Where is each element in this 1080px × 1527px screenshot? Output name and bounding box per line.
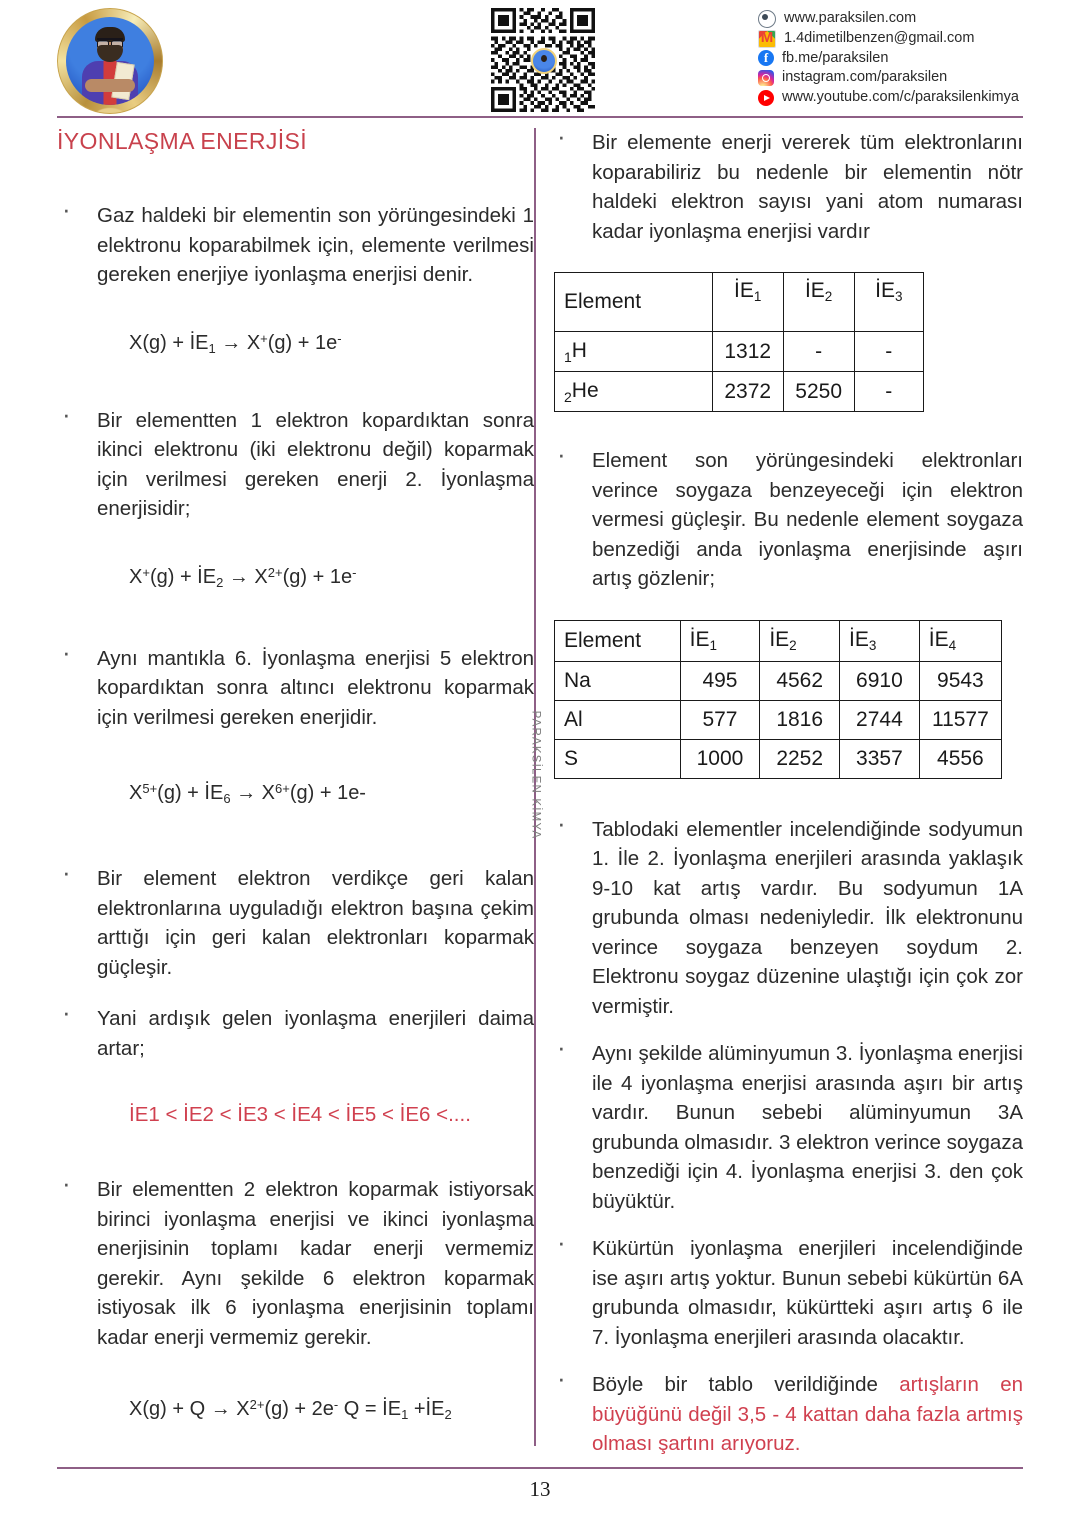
- equation-1: [57, 326, 534, 362]
- table2-row3-element: S: [555, 739, 681, 778]
- table2-row1-ie1: 495: [680, 661, 760, 700]
- table2-row1-element: Na: [555, 661, 681, 700]
- facebook-icon: [758, 50, 774, 66]
- footer-divider: [57, 1467, 1023, 1469]
- right-bullet-list-3: [552, 815, 1023, 1022]
- page-number: 13: [529, 1477, 551, 1501]
- note-highlight-text: artışların en büyüğünü değil 3,5 - 4 kattan daha fazla artmış olması şartını arıyoruz.: [592, 1373, 1023, 1455]
- equation-2-sub1: 2: [216, 574, 224, 590]
- table1-row1-ie3: -: [854, 332, 923, 372]
- equation-3-sup0: 5+: [142, 781, 158, 796]
- table1-row2-element: [555, 372, 713, 412]
- contact-website-text: www.paraksilen.com: [784, 10, 917, 26]
- right-bullet-list-4: [552, 1039, 1023, 1216]
- equation-1-sub1: 1: [208, 340, 216, 356]
- table2-header-ie3: $İE_3$: [840, 620, 920, 661]
- equation-4-part-b: (g) + 2e: [264, 1398, 334, 1420]
- qr-code-icon: [487, 8, 599, 112]
- equation-2-part-b: (g) + 1e: [282, 565, 353, 588]
- equation-4: [57, 1392, 534, 1428]
- table-row: [555, 332, 924, 372]
- equation-2-sup0: +: [142, 564, 150, 580]
- equation-3-part-b: (g) + 1e-: [289, 782, 366, 804]
- equation-4-sup1: 2+: [249, 1397, 265, 1412]
- equation-4-sub1: 1: [401, 1407, 409, 1422]
- table2-header-ie2-sub: 2: [789, 638, 797, 653]
- equation-2-part-a2: (g) + İE: [149, 565, 217, 588]
- gmail-icon: [758, 30, 776, 48]
- equation-1-sup2: -: [337, 330, 342, 346]
- contact-list: [758, 9, 1019, 108]
- left-bullet-list-2: [57, 406, 534, 524]
- contact-email[interactable]: [758, 29, 1019, 49]
- table2-row3-ie3: 3357: [840, 739, 920, 778]
- page-title: İYONLAŞMA ENERJİSİ: [57, 128, 308, 154]
- list-item: · Element son yörüngesindeki elektronları verince soygaza benzeyeceği için elektron vermesi güçleşir. Bu nedenle element soygaza benzediği anda iyonlaşma enerjisinde aşırı artış gözlenir;: [552, 446, 1023, 594]
- table2-row2-ie2: 1816: [760, 700, 840, 739]
- table1-row2-ie3: -: [854, 372, 923, 412]
- youtube-icon: [758, 90, 774, 106]
- equation-1-part-a: X(g) + İE: [129, 331, 209, 354]
- contact-facebook-text: fb.me/paraksilen: [782, 49, 889, 66]
- table1-header-ie1: $İE_1$: [712, 273, 783, 332]
- list-item: · Bir element elektron verdikçe geri kalan elektronlarına uyguladığı elektron başına çekim arttığı için geri kalan elektronları koparmak güçleşir.: [57, 864, 534, 982]
- table2-header-ie3-sub: 3: [868, 638, 877, 653]
- table1-row2-ie2: 5250: [783, 372, 854, 412]
- list-item: · Gaz haldeki bir elementin son yörüngesindeki 1 elektronu koparabilmek için, elemente verilmesi gereken enerjiye iyonlaşma enerjisi denir.: [57, 201, 534, 290]
- list-item: · Tablodaki elementler incelendiğinde sodyumun 1. İle 2. İyonlaşma enerjileri arasında yaklaşık 9-10 kat artış vardır. Bu sodyumun 1A grubunda olması nedeniyledir. İlk elektronunu verince soygaza benzeyen soydum 2. Elektronu soygaz düzenine ulaştığı için çok zor vermiştir.: [552, 815, 1023, 1022]
- left-bullet-list: [57, 201, 534, 290]
- avatar-photo: [66, 17, 154, 105]
- table1-header-ie3-sub: 3: [894, 289, 903, 304]
- watermark-text: PARAKSİLEN KİMYA: [529, 710, 542, 840]
- equation-3: [57, 776, 534, 812]
- globe-icon: [758, 10, 776, 28]
- equation-3-sub1: 6: [223, 791, 231, 806]
- table-header-row: [555, 620, 1002, 661]
- equation-1-arrow: → X: [215, 331, 261, 354]
- equation-4-part-d: +İE: [408, 1398, 445, 1420]
- table2-row3-ie2: 2252: [760, 739, 840, 778]
- table2-header-ie4-sub: 4: [948, 638, 957, 653]
- table1-row1-element: [555, 332, 713, 372]
- table1-row1-ie1: 1312: [712, 332, 783, 372]
- equation-red-sequence: İE1 < İE2 < İE3 < İE4 < İE5 < İE6 <....: [129, 1103, 471, 1126]
- table-row: [555, 372, 924, 412]
- page-header: [0, 0, 1080, 118]
- avatar-arms: [85, 79, 135, 92]
- equation-2-sup2: -: [352, 564, 357, 580]
- left-column: [57, 128, 534, 1428]
- contact-instagram[interactable]: [758, 68, 1019, 88]
- equation-3-sup1: 6+: [275, 781, 290, 796]
- avatar: [57, 8, 163, 114]
- equation-2-part-a: X: [129, 565, 143, 588]
- table-row: [555, 739, 1002, 778]
- contact-youtube[interactable]: [758, 88, 1019, 108]
- table2-header-element: Element: [555, 620, 681, 661]
- left-bullet-list-6: [57, 1175, 534, 1352]
- contact-website[interactable]: [758, 9, 1019, 29]
- left-bullet-list-5: [57, 1004, 534, 1063]
- list-item: [552, 1370, 1023, 1459]
- contact-facebook[interactable]: [758, 49, 1019, 69]
- right-bullet-list-6: [552, 1370, 1023, 1459]
- list-item: · Yani ardışık gelen iyonlaşma enerjileri daima artar;: [57, 1004, 534, 1063]
- table1-header-ie1-sub: 1: [753, 289, 762, 304]
- list-item: · Bir elemente enerji vererek tüm elektronlarını koparabiliriz bu nedenle bir elementin nötr haldeki elektron sayısı yani atom numarası kadar iyonlaşma enerjisi vardır: [552, 128, 1023, 246]
- contact-email-text: 1.4dimetilbenzen@gmail.com: [784, 29, 975, 46]
- header-divider: [57, 116, 1023, 118]
- equation-3-part-a: X: [129, 782, 143, 804]
- table1-header-element: Element: [555, 273, 713, 332]
- ionization-table-2: [554, 620, 1002, 779]
- table1-row2-symbol: He: [571, 378, 599, 402]
- equation-4-sub2: 2: [444, 1407, 452, 1422]
- table2-row2-ie4: 11577: [919, 700, 1001, 739]
- table1-header-ie2: $İE_2$: [783, 273, 854, 332]
- table-header-row: [555, 273, 924, 332]
- list-item: · Bir elementten 2 elektron koparmak istiyorsak birinci iyonlaşma enerjisi ve ikinci iyonlaşma enerjisinin toplamı kadar enerji vermemiz gerekir. Aynı şekilde 6 elektron koparmak istiyosak ilk 6 iyonlaşma enerjisinin toplamı kadar enerji vermemiz gerekir.: [57, 1175, 534, 1352]
- equation-1-sup1: +: [260, 330, 268, 346]
- right-bullet-list-1: [552, 128, 1023, 246]
- equation-4-part-c: Q = İE: [338, 1398, 402, 1420]
- table1-row1-ie2: -: [783, 332, 854, 372]
- table1-row1-atomic-number: 1: [564, 348, 572, 365]
- left-bullet-list-4: [57, 864, 534, 982]
- equation-1-part-b: (g) + 1e: [267, 331, 338, 354]
- table2-header-ie1-sub: 1: [709, 638, 717, 653]
- avatar-beard: [97, 45, 123, 62]
- right-column: [552, 128, 1023, 1459]
- list-item: · Bir elementten 1 elektron kopardıktan sonra ikinci elektronu (iki elektronu değil) koparmak için verilmesi gereken enerji 2. İyonlaşma enerjisidir;: [57, 406, 534, 524]
- equation-2-sup1: 2+: [267, 564, 283, 580]
- note-plain-text: Böyle bir tablo verildiğinde: [592, 1373, 900, 1396]
- table2-row2-element: Al: [555, 700, 681, 739]
- equation-3-arrow: → X: [230, 782, 275, 804]
- table2-header-ie1: $İE_1$: [680, 620, 760, 661]
- table2-row2-ie1: 577: [680, 700, 760, 739]
- list-item: · Aynı şekilde alüminyumun 3. İyonlaşma enerjisi ile 4 iyonlaşma enerjisi arasında aşırı bir artış vardır. Bunun sebebi alüminyumun 3A grubunda olmasıdır. 3 elektron verince soygaza benzediği için 4. İyonlaşma enerjisi 3. den çok büyüktür.: [552, 1039, 1023, 1216]
- table1-row2-ie1: 2372: [712, 372, 783, 412]
- equation-2-arrow: → X: [223, 565, 268, 588]
- equation-2: [57, 560, 534, 596]
- table2-row1-ie3: 6910: [840, 661, 920, 700]
- instagram-icon: [758, 70, 774, 86]
- table2-row2-ie3: 2744: [840, 700, 920, 739]
- table1-row1-symbol: H: [571, 338, 587, 362]
- left-bullet-list-3: [57, 644, 534, 733]
- equation-4-sup2: -: [333, 1397, 339, 1412]
- table2-row1-ie4: 9543: [919, 661, 1001, 700]
- equation-4-part-a: X(g) + Q → X: [129, 1398, 250, 1420]
- table2-header-ie4: $İE_4$: [919, 620, 1001, 661]
- ionization-table-1: [554, 272, 924, 412]
- table-row: [555, 661, 1002, 700]
- contact-instagram-text: instagram.com/paraksilen: [782, 69, 948, 86]
- table1-row2-atomic-number: 2: [564, 388, 572, 405]
- contact-youtube-text: www.youtube.com/c/paraksilenkimya: [782, 89, 1019, 106]
- right-bullet-list-5: [552, 1234, 1023, 1352]
- qr-center-avatar-icon: [531, 48, 557, 74]
- list-item: · Aynı mantıkla 6. İyonlaşma enerjisi 5 elektron kopardıktan sonra altıncı elektronu koparmak için verilmesi gereken enerjidir.: [57, 644, 534, 733]
- equation-3-part-a2: (g) + İE: [157, 782, 224, 804]
- list-item: · Kükürtün iyonlaşma enerjileri incelendiğinde ise aşırı artış yoktur. Bunun sebebi kükürtün 6A grubunda olmasıdır, kükürtteki aşırı artış 6 ile 7. İyonlaşma enerjileri arasında olacaktır.: [552, 1234, 1023, 1352]
- table1-header-ie2-sub: 2: [824, 289, 833, 304]
- table2-row1-ie2: 4562: [760, 661, 840, 700]
- right-bullet-list-2: [552, 446, 1023, 594]
- table-row: [555, 700, 1002, 739]
- table1-header-ie3: $İE_3$: [854, 273, 923, 332]
- table2-row3-ie4: 4556: [919, 739, 1001, 778]
- table2-header-ie2: $İE_2$: [760, 620, 840, 661]
- table2-row3-ie1: 1000: [680, 739, 760, 778]
